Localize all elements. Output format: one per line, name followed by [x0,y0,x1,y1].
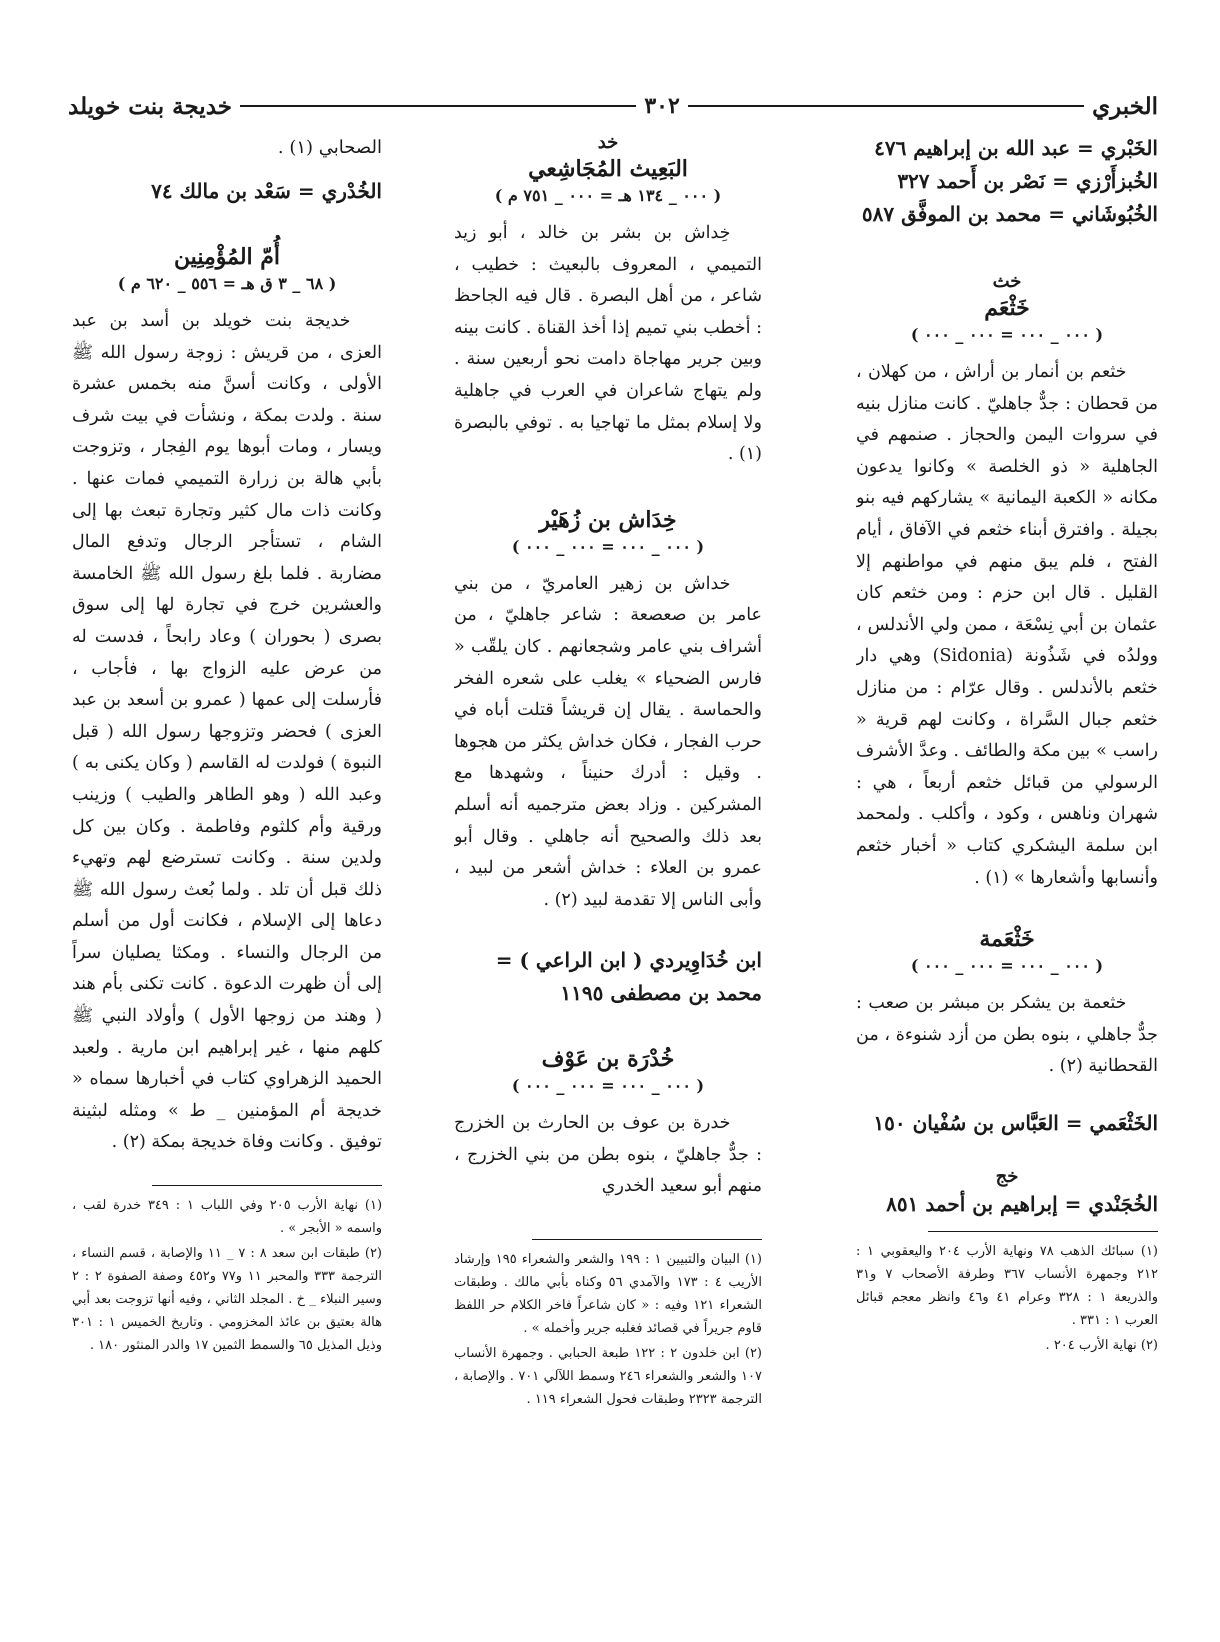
footnote: (٢) نهاية الأرب ٢٠٤ . [1045,1337,1158,1353]
cross-reference: الخَثْعَمي = العَبَّاس بن سُفْيان ١٥٠ [873,1110,1158,1135]
entry-body: خثعمة بن يشكر بن مبشر بن صعب : جدٌّ جاهلي ، بنوه بطن من أزد شنوءة ، من القحطانية (٢) . [856,993,1158,1077]
footnote-rule [928,1231,1158,1232]
entry-dates: ( ٠٠٠ _ ١٣٤ هـ = ٠٠٠ _ ٧٥١ م ) [494,186,722,205]
entry-dates: ( ٠٠٠ _ ٠٠٠ = ٠٠٠ _ ٠٠٠ ) [511,536,705,556]
cross-reference: الخُبُوشَاني = محمد بن الموفَّق ٥٨٧ [861,202,1158,226]
entry-body: خديجة بنت خويلد بن أسد بن عبد العزى ، من قريش : زوجة رسول الله ﷺ الأولى ، وكانت أسنَّ منه بخمس عشرة سنة . ولدت بمكة ، ونشأت في بيت شرف ويسار ، ومات أبوها يوم الفِجار ، وتزوجت بأبي هالة بن زرارة التميمي فمات عنها . وكانت ذات مال كثير وتجارة تبعث بها إلى الشام ، تستأجر الرجال وتدفع المال مضاربة . فلما بلغ رسول الله ﷺ الخامسة والعشرين خرج في تجارة لها إلى سوق بصرى ( بحوران ) وعاد رابحاً ، فدست له من عرض عليه الزواج بها ، فأجاب ، فأرسلت إلى عمها ( عمرو بن أسعد بن عبد العزى ) فحضر وتزوجها رسول الله ( قبل النبوة ) فولدت له القاسم ( وكان يكنى به ) وعبد الله ( وهو الطاهر والطيب ) وزينب ورقية وأم كلثوم وفاطمة . وكان بين كل ولدين سنة . وكانت تسترضع لهم وتهيء ذلك قبل أن تلد . ولما بُعث رسول الله ﷺ دعاها إلى الإسلام ، فكانت أول من أسلم من الرجال والنساء . ومكثا يصليان سراً إلى أن ظهرت الدعوة . كانت تكنى بأم هند ( وهند من زوجها الأول ) وأولاد النبي ﷺ كلهم منها ، غير إبراهيم ابن مارية . ولعبد الحميد الزهراوي كتاب في أخبارها سماه « خديجة أم المؤمنين _ ط » ومثله لبثينة توفيق . وكانت وفاة خديجة بمكة (٢) . [72,311,382,1153]
footnote: (١) البيان والتبيين ١ : ١٩٩ والشعر والشعراء ١٩٥ وإرشاد الأريب ٤ : ١٧٣ والآمدي ٥٦ وكناه بأبي مالك . وطبقات الشعراء ١٢١ وفيه : « كان شاعراً فاخر الكلام حر اللفظ قاوم جريراً في قصائد فغلبه جرير وأخمله » . [454,1252,762,1337]
root-letters: خد [597,132,619,153]
entry-dates: ( ٠٠٠ _ ٠٠٠ = ٠٠٠ _ ٠٠٠ ) [910,325,1104,344]
column-1 [856,132,1158,1612]
column-2 [454,132,762,1612]
cross-reference: ابن خُدَاوِيردي ( ابن الراعي ) = محمد بن مصطفى ١١٩٥ [495,948,762,1006]
footnote: (١) نهاية الأرب ٢٠٥ وفي اللباب ١ : ٣٤٩ خدرة لقب ، واسمه « الأبجر » . [72,1198,382,1237]
footnote-rule [152,1185,382,1186]
cross-reference: الخَبْري = عبد الله بن إبراهيم ٤٧٦ [874,136,1158,160]
cross-reference: الخُجَنْدي = إبراهيم بن أحمد ٨٥١ [886,1191,1158,1216]
root-letters: خث [992,271,1022,292]
cross-reference: الخُدْري = سَعْد بن مالك ٧٤ [151,179,382,203]
entry-body: خداش بن زهير العامريّ ، من بني عامر بن صعصعة : شاعر جاهليّ ، من أشراف بني عامر وشجعانهم . كان يلقّب « فارس الضحياء » يغلب على شعره الفخر والحماسة . يقال إن قريشاً قتلت أباه في حرب الفجار ، فكان خداش يكثر من هجوها . وقيل : أدرك حنيناً ، وشهدها مع المشركين . وزاد بعض مترجميه أنه أسلم بعد ذلك والصحيح أنه جاهلي . وقال أبو عمرو بن العلاء : خداش أشعر من لبيد ، وأبى الناس إلا تقدمة لبيد (٢) . [454,573,762,910]
entry-body: خِداش بن بشر بن خالد ، أبو زيد التميمي ، المعروف بالبعيث : خطيب ، شاعر ، من أهل البصرة . قال فيه الجاحظ : أخطب بني تميم إذا أخذ القناة . كانت بينه وبين جرير مهاجاة دامت نحو أربعين سنة . ولم يتهاج شاعران في العرب في جاهلية ولا إسلام بمثل ما تهاجيا به . توفي بالبصرة (١) . [454,223,762,465]
header-left-headword: الخبري [1092,92,1158,120]
column-3 [72,132,382,1612]
header-right-headword: خديجة بنت خويلد [68,92,232,120]
continued-text: الصحابي (١) . [277,137,382,158]
header-rule [688,105,1084,107]
entry-body: خدرة بن عوف بن الحارث بن الخزرج : جدٌّ جاهليّ ، بنوه بطن من بني الخزرج ، منهم أبو سعيد الخدري [454,1113,762,1197]
entry-body: خثعم بن أنمار بن أراش ، من كهلان ، من قحطان : جدٌّ جاهليّ . كانت منازل بنيه في سروات اليمن والحجاز . صنمهم في الجاهلية « ذو الخلصة » وكانوا يدعون مكانه « الكعبة اليمانية » يشاركهم فيه بنو بجيلة . وافترق أبناء خثعم في الآفاق ، أيام الفتح ، فلم يبق منهم في مواطنهم إلا القليل . قال ابن حزم : ومن خثعم كان عثمان بن أبي نِسْعَة ، ممن ولي الأندلس ، وولدُه في شَذُونة (Sidonia) وهي دار خثعم بالأندلس . وقال عرّام : من منازل خثعم جبال السَّراة ، وكانت لهم قرية « راسب » بين مكة والطائف . وعدَّ الأشرف الرسولي من قبائل خثعم أربعاً ، هي : شهران وناهس ، وكود ، وأكلب . ولمحمد ابن سلمة اليشكري كتاب « أخبار خثعم وأنسابها وأشعارها » (١) . [856,362,1158,888]
running-header [68,86,1158,126]
entry-dates: ( ٦٨ _ ٣ ق هـ = ٥٥٦ _ ٦٢٠ م ) [117,274,337,293]
entry-title: خَثْعَمة [979,926,1035,953]
footnote: (٢) ابن خلدون ٢ : ١٢٢ طبعة الحبابي . وجمهرة الأنساب ١٠٧ والشعر والشعراء ٢٤٦ وسمط اللآلي ٧٠١ . والإصابة ، الترجمة ٢٣٢٣ وطبقات فحول الشعراء ١١٩ . [454,1346,762,1408]
header-rule [240,105,636,107]
entry-dates: ( ٠٠٠ _ ٠٠٠ = ٠٠٠ _ ٠٠٠ ) [910,956,1104,976]
footnote: (٢) طبقات ابن سعد ٨ : ٧ _ ١١ والإصابة ، قسم النساء ، الترجمة ٣٣٣ والمحبر ١١ و٧٧ و٤٥٢ وصفة الصفوة ٢ : ٢ وسير النبلاء _ خ . المجلد الثاني ، وفيه أنها تزوجت بعد أبي هالة بعتيق بن عائذ المخزومي . وتاريخ الخميس ١ : ٣٠١ وذيل المذيل ٦٥ والسمط الثمين ١٧ والدر المنثور ١٨٠ . [72,1246,382,1354]
footnote: (١) سبائك الذهب ٧٨ ونهاية الأرب ٢٠٤ واليعقوبي ١ : ٢١٢ وجمهرة الأنساب ٣٦٧ وطرفة الأصحاب ٧ و٣١ والذريعة ١ : ٣٢٨ وعرام ٤١ و٤٦ وانظر معجم قبائل العرب ١ : ٣٣١ . [856,1243,1158,1328]
entry-title: خَثْعَم [984,295,1030,321]
cross-reference: الخُبزأَرْزي = نَصْر بن أَحمد ٣٢٧ [897,169,1158,193]
footnote-rule [532,1239,762,1240]
root-letters: خج [995,1165,1019,1187]
entry-title: خِدَاش بن زُهَيْر [539,506,677,533]
entry-title: البَعِيث المُجَاشِعي [528,156,688,182]
entry-title: خُدْرَة بن عَوْف [541,1046,675,1073]
page-number: ٣٠٢ [644,93,680,119]
entry-dates: ( ٠٠٠ _ ٠٠٠ = ٠٠٠ _ ٠٠٠ ) [511,1076,705,1096]
entry-title: أُمّ المُؤْمِنِين [173,244,281,270]
